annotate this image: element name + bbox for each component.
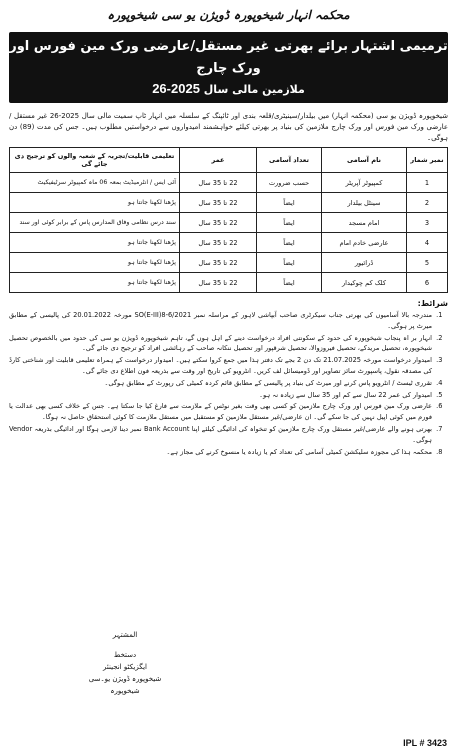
row-count: ایضاً [257,213,322,233]
header-count: تعداد آسامی [257,148,322,173]
table-row [10,233,448,253]
row-age: 22 تا 35 سال [180,213,257,233]
row-count: ایضاً [257,273,322,293]
header-age: عمر [180,148,257,173]
department-title: محکمہ انہار شیخوپورہ ڈویژن یو سی شیخوپورہ [107,8,350,22]
condition-item: 2. انہار بر اہ پنجاب شیخوپورہ کی حدود کے سکونتی افراد درخواست دینے کے اہل ہوں گے، تاہم شیخوپورہ ڈویژن یو سی کی حدود میں بالخصوص تحصیل شیخوپورہ، تحصیل مریدکے، تحصیل فیروزوالا، تحصیل شرقپور اور تحصیل ننکانہ صاحب کے رہائشی افراد کو ترجیح دی جائے گی۔ [9,333,434,355]
row-age: 22 تا 35 سال [180,173,257,193]
condition-item: 6. عارضی ورک مین فورس اور ورک چارج ملازمین کو کسی بھی وقت بغیر نوٹس کے ملازمت سے فارغ کیا جا سکتا ہے۔ جس کے خلاف کسی بھی عدالت یا فورم میں کوئی اپیل نہیں کی جا سکے گی۔ ان عارضی/غیر مستقل ملازمین کو مستقبل میں مستقل ملازمت کا کوئی استحقاق حاصل نہ ہوگا۔ [9,401,434,423]
row-qualification: پڑھنا لکھنا جانتا ہو [10,253,180,273]
intro-paragraph: شیخوپورہ ڈویژن یو سی (محکمہ انہار) میں بیلدار/سینیٹری/قلعہ بندی اور ٹائپنگ کے سلسلہ میں انہار ٹاپ سمیت مالی سال 2025-26 غیر مستقل / عارضی ورک مین فورس اور ورک چارج ملازمین کی بنیاد پر بھرتی کیلئے خواہشمند امیدواروں سے درخواستیں مطلوب ہیں۔ جس کی مدت (89) دن ہوگی۔ [9,112,448,142]
posts-table [9,147,448,293]
row-qualification: پڑھنا لکھنا جانتا ہو [10,233,180,253]
row-qualification: سند درس نظامی وفاق المدارس پاس کے برابر کوئی اور سند [10,213,180,233]
table-row [10,273,448,293]
row-count: ایضاً [257,233,322,253]
row-serial: 5 [407,253,448,273]
table-row [10,193,448,213]
division-name: شیخوپورہ ڈویژن یو۔سی [88,675,162,683]
row-age: 22 تا 35 سال [180,253,257,273]
table-row [10,253,448,273]
table-header-row [10,148,448,173]
row-age: 22 تا 35 سال [180,273,257,293]
row-post: سینٹل بیلدار [322,193,407,213]
condition-item: 8. محکمہ ہذا کی مجوزہ سلیکشن کمیٹی آسامی کی تعداد کم یا زیادہ یا منسوخ کرنے کی مجاز ہے۔ [9,447,434,458]
title-banner [9,32,448,103]
row-serial: 2 [407,193,448,213]
conditions-list [9,310,448,457]
row-post: کلک کم چوکیدار [322,273,407,293]
fiscal-year: 2025-26 [152,81,200,96]
row-age: 22 تا 35 سال [180,233,257,253]
row-serial: 6 [407,273,448,293]
row-age: 22 تا 35 سال [180,193,257,213]
conditions-title: شرائط: [417,299,448,308]
banner-line-2-text: ملازمین مالی سال [203,83,305,96]
advertiser-label: المشتہر [112,631,138,639]
row-post: امام مسجد [322,213,407,233]
row-post: کمپیوٹر آپریٹر [322,173,407,193]
condition-item: 4. تقرری ٹیسٹ / انٹرویو پاس کرنے اور میرٹ کی بنیاد پر پالیسی کے مطابق قائم کردہ کمیٹی کی رپورٹ کے مطابق ہوگی۔ [9,378,434,389]
row-count: ایضاً [257,253,322,273]
row-count: ایضاً [257,193,322,213]
table-row [10,213,448,233]
condition-item: 1. مندرجہ بالا آسامیوں کی بھرتی جناب سیکرٹری صاحب آبپاشی لاہور کے مراسلہ نمبر SO(E-III)8-6/2021 مورخہ 20.01.2022 کی پالیسی کے مطابق میرٹ پر ہوگی۔ [9,310,434,332]
row-serial: 1 [407,173,448,193]
signed-label: دستخط [113,651,137,659]
row-serial: 4 [407,233,448,253]
header-serial: نمبر شمار [407,148,448,173]
banner-line-1: ترمیمی اشتہار برائے بھرتی غیر مستقل/عارضی ورک مین فورس اور ورک چارج [9,39,448,76]
row-qualification: پڑھنا لکھنا جانتا ہو [10,273,180,293]
condition-item: 3. امیدوار درخواست مورخہ 21.07.2025 تک دن 2 بجے تک دفتر ہذا میں جمع کروا سکتے ہیں۔ امیدوار درخواست کے ہمراہ تعلیمی قابلیت اور شناختی کارڈ کی مصدقہ نقول، پاسپورٹ سائز تصاویر اور ڈومیسائل لف کریں۔ انٹرویو کی تاریخ اور وقت سے بذریعہ فون اطلاع دی جائے گی۔ [9,355,434,377]
header-post: نام آسامی [322,148,407,173]
row-qualification: پڑھنا لکھنا جانتا ہو [10,193,180,213]
city-name: شیخوپورہ [110,687,140,695]
engineer-title: ایگزیکٹو انجینئر [103,663,147,671]
row-count: حسب ضرورت [257,173,322,193]
banner-line-2 [9,80,448,103]
ipl-number: IPL # 3423 [403,738,447,748]
row-serial: 3 [407,213,448,233]
row-qualification: آئی ایس / انٹرمیڈیٹ بمعہ 06 ماہ کمپیوٹر سرٹیفیکیٹ [10,173,180,193]
condition-item: 7. بھرتی ہونے والے عارضی/غیر مستقل ورک چارج ملازمین کو تنخواہ کی ادائیگی کیلئے اپنا Bank Account نمبر دینا لازمی ہوگا اور ادائیگی بذریعہ Vendor ہوگی۔ [9,424,434,446]
table-row [10,173,448,193]
signature-block [60,629,190,697]
row-post: عارضی خادم امام [322,233,407,253]
advertisement-page [0,4,457,756]
header-qualification: تعلیمی قابلیت/تجربہ کے شعبہ والوں کو ترجیح دی جائے گی [10,148,180,173]
row-post: ڈرائیور [322,253,407,273]
condition-item: 5. امیدوار کی عمر 22 سال سے کم اور 35 سال سے زیادہ نہ ہو۔ [9,390,434,401]
